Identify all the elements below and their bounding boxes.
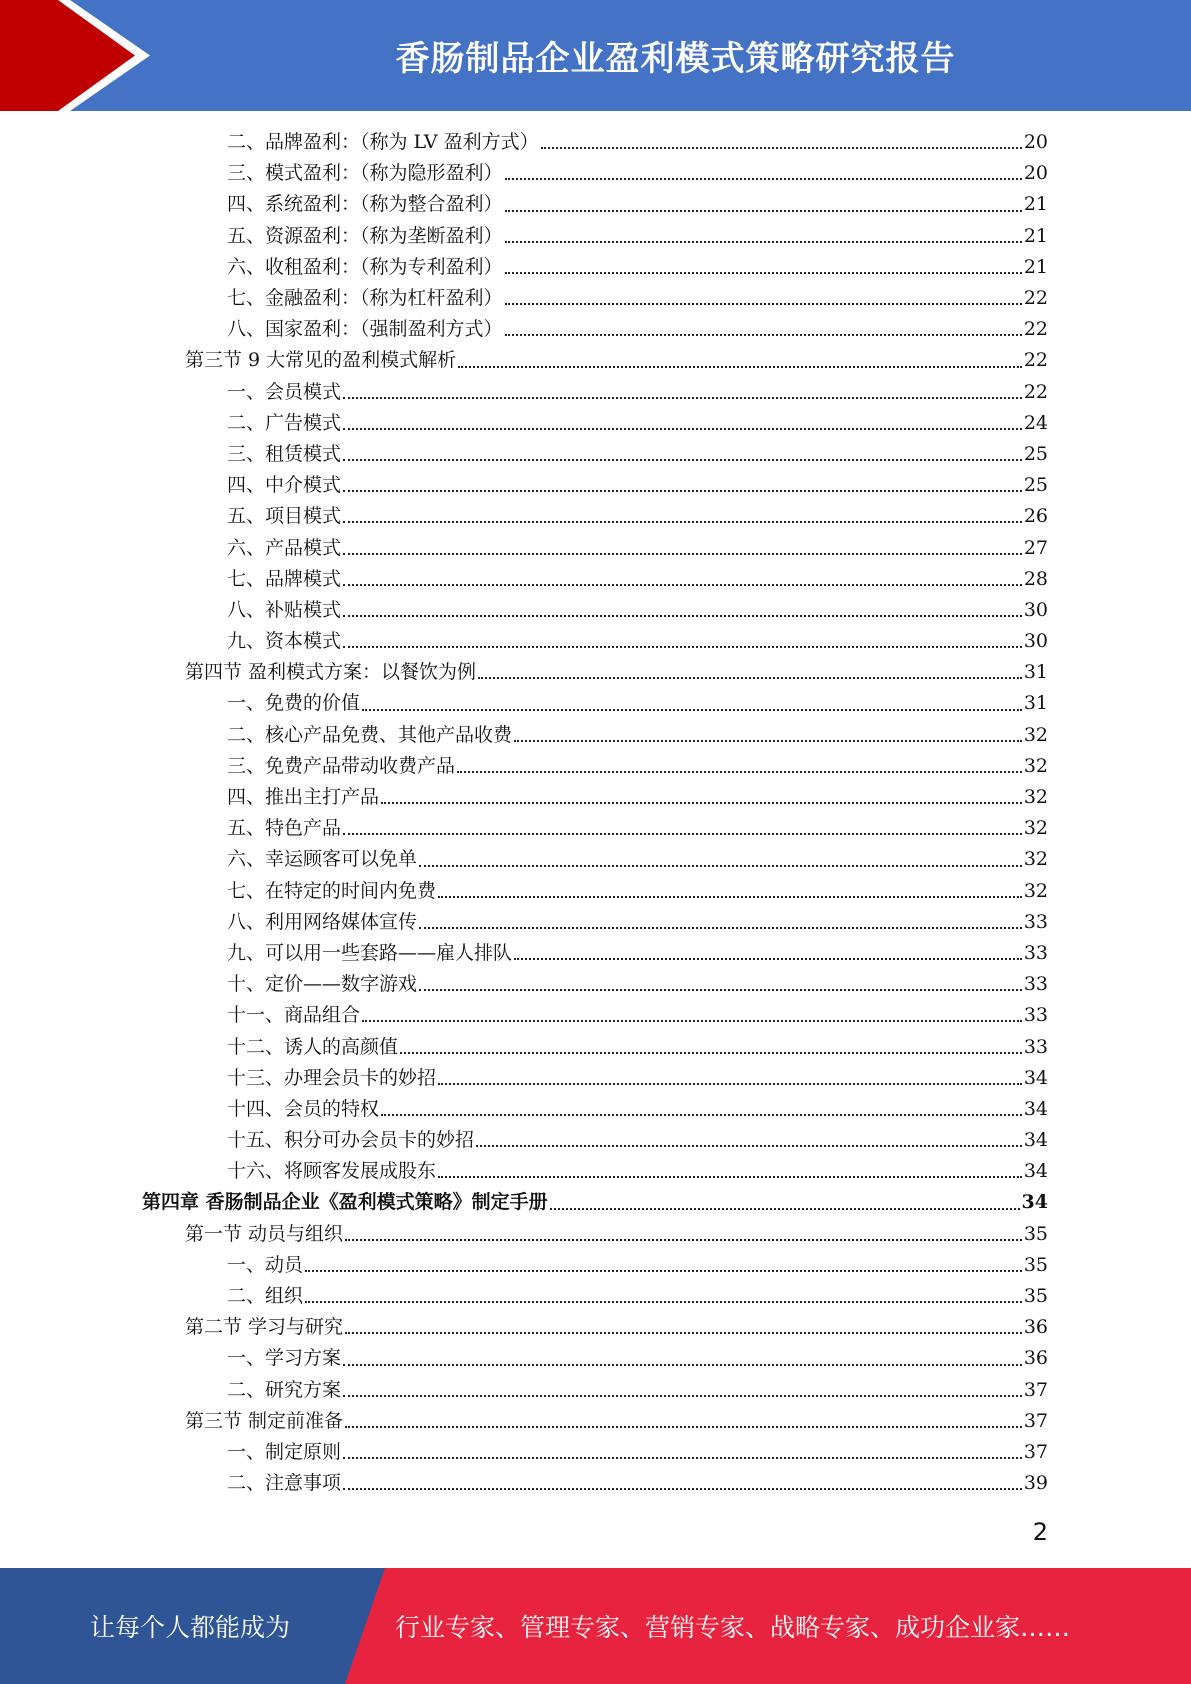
toc-dot-leader bbox=[419, 898, 1022, 929]
toc-label: 四、中介模式 bbox=[227, 474, 342, 497]
toc-label: 二、组织 bbox=[227, 1285, 304, 1308]
toc-dot-leader bbox=[305, 1241, 1022, 1272]
toc-label: 四、推出主打产品 bbox=[227, 786, 380, 809]
toc-dot-leader bbox=[381, 773, 1022, 804]
toc-page-number: 25 bbox=[1023, 442, 1048, 465]
toc-label: 十三、办理会员卡的妙招 bbox=[227, 1066, 437, 1089]
toc-dot-leader bbox=[505, 305, 1022, 336]
toc-dot-leader bbox=[343, 492, 1022, 523]
toc-label: 第四节 盈利模式方案：以餐饮为例 bbox=[185, 661, 477, 684]
toc-page-number: 21 bbox=[1023, 193, 1048, 216]
toc-page-number: 35 bbox=[1023, 1253, 1048, 1276]
toc-label: 第二节 学习与研究 bbox=[185, 1316, 344, 1339]
header-chevron-red bbox=[0, 0, 135, 111]
toc-label: 六、产品模式 bbox=[227, 536, 342, 559]
toc-label: 十五、积分可办会员卡的妙招 bbox=[227, 1129, 475, 1152]
toc-dot-leader bbox=[343, 461, 1022, 492]
toc-label: 十、定价——数字游戏 bbox=[227, 973, 418, 996]
toc-dot-leader bbox=[438, 1147, 1022, 1178]
toc-dot-leader bbox=[305, 1272, 1022, 1303]
toc-dot-leader bbox=[343, 399, 1022, 430]
toc-dot-leader bbox=[541, 118, 1022, 149]
toc-label: 二、注意事项 bbox=[227, 1472, 342, 1495]
toc-label: 十二、诱人的高颜值 bbox=[227, 1035, 399, 1058]
toc-label: 五、资源盈利：（称为垄断盈利） bbox=[227, 224, 503, 247]
toc-page-number: 34 bbox=[1023, 1097, 1048, 1120]
toc-page-number: 26 bbox=[1023, 505, 1048, 528]
toc-page-number: 33 bbox=[1023, 941, 1048, 964]
footer-slogan-left: 让每个人都能成为 bbox=[89, 1613, 290, 1642]
toc-page-number: 32 bbox=[1023, 817, 1048, 840]
toc-page-number: 22 bbox=[1023, 287, 1048, 310]
toc-item[interactable] bbox=[0, 1468, 1191, 1499]
toc-dot-leader bbox=[505, 274, 1022, 305]
toc-label: 三、租赁模式 bbox=[227, 442, 342, 465]
toc-page-number: 33 bbox=[1023, 1004, 1048, 1027]
toc-dot-leader bbox=[458, 336, 1022, 367]
toc-page-number: 32 bbox=[1023, 879, 1048, 902]
toc-label: 八、补贴模式 bbox=[227, 598, 342, 621]
toc-dot-leader bbox=[343, 1334, 1022, 1365]
toc-label: 六、幸运顾客可以免单 bbox=[227, 848, 418, 871]
toc-page-number: 20 bbox=[1023, 162, 1048, 185]
toc-label: 六、收租盈利：（称为专利盈利） bbox=[227, 255, 503, 278]
toc-page-number: 32 bbox=[1023, 754, 1048, 777]
toc-dot-leader bbox=[362, 679, 1022, 710]
toc-label: 七、金融盈利：（称为杠杆盈利） bbox=[227, 287, 503, 310]
toc-dot-leader bbox=[419, 960, 1022, 991]
toc-label: 十六、将顾客发展成股东 bbox=[227, 1160, 437, 1183]
toc-page-number: 22 bbox=[1023, 318, 1048, 341]
toc-page-number: 36 bbox=[1023, 1347, 1048, 1370]
table-of-contents bbox=[0, 127, 1191, 1499]
toc-label: 第四章 香肠制品企业《盈利模式策略》制定手册 bbox=[142, 1191, 548, 1214]
toc-label: 第一节 动员与组织 bbox=[185, 1222, 344, 1245]
toc-dot-leader bbox=[345, 1210, 1022, 1241]
toc-label: 七、在特定的时间内免费 bbox=[227, 879, 437, 902]
toc-page-number: 30 bbox=[1023, 630, 1048, 653]
toc-dot-leader bbox=[550, 1178, 1020, 1209]
toc-label: 三、模式盈利：（称为隐形盈利） bbox=[227, 162, 503, 185]
toc-page-number: 34 bbox=[1023, 1160, 1048, 1183]
page-header bbox=[0, 0, 1191, 111]
toc-dot-leader bbox=[400, 1022, 1022, 1053]
toc-page-number: 25 bbox=[1023, 474, 1048, 497]
toc-label: 七、品牌模式 bbox=[227, 567, 342, 590]
page-footer bbox=[0, 1568, 1191, 1684]
toc-page-number: 39 bbox=[1023, 1472, 1048, 1495]
toc-dot-leader bbox=[438, 867, 1022, 898]
page-number: 2 bbox=[1032, 1518, 1048, 1546]
toc-page-number: 33 bbox=[1023, 910, 1048, 933]
toc-page-number: 36 bbox=[1023, 1316, 1048, 1339]
toc-dot-leader bbox=[345, 1303, 1022, 1334]
toc-page-number: 27 bbox=[1023, 536, 1048, 559]
toc-label: 第三节 制定前准备 bbox=[185, 1409, 344, 1432]
toc-dot-leader bbox=[345, 1397, 1022, 1428]
toc-dot-leader bbox=[343, 430, 1022, 461]
toc-page-number: 32 bbox=[1023, 848, 1048, 871]
toc-dot-leader bbox=[478, 648, 1022, 679]
toc-page-number: 37 bbox=[1023, 1378, 1048, 1401]
toc-page-number: 24 bbox=[1023, 411, 1048, 434]
toc-dot-leader bbox=[343, 523, 1022, 554]
toc-page-number: 31 bbox=[1023, 692, 1048, 715]
toc-page-number: 35 bbox=[1023, 1285, 1048, 1308]
toc-page-number: 32 bbox=[1023, 786, 1048, 809]
toc-dot-leader bbox=[505, 212, 1022, 243]
toc-label: 八、利用网络媒体宣传 bbox=[227, 910, 418, 933]
toc-page-number: 20 bbox=[1023, 131, 1048, 154]
toc-label: 一、免费的价值 bbox=[227, 692, 361, 715]
toc-page-number: 37 bbox=[1023, 1409, 1048, 1432]
toc-dot-leader bbox=[381, 1085, 1022, 1116]
toc-page-number: 22 bbox=[1023, 380, 1048, 403]
toc-label: 二、广告模式 bbox=[227, 411, 342, 434]
toc-dot-leader bbox=[343, 368, 1022, 399]
toc-page-number: 32 bbox=[1023, 723, 1048, 746]
toc-label: 十一、商品组合 bbox=[227, 1004, 361, 1027]
toc-label: 第三节 9 大常见的盈利模式解析 bbox=[185, 349, 457, 372]
toc-dot-leader bbox=[514, 929, 1022, 960]
toc-label: 二、核心产品免费、其他产品收费 bbox=[227, 723, 513, 746]
toc-dot-leader bbox=[505, 243, 1022, 274]
toc-page-number: 30 bbox=[1023, 598, 1048, 621]
toc-label: 八、国家盈利：（强制盈利方式） bbox=[227, 318, 503, 341]
toc-page-number: 33 bbox=[1023, 973, 1048, 996]
toc-page-number: 21 bbox=[1023, 224, 1048, 247]
toc-dot-leader bbox=[457, 742, 1022, 773]
toc-dot-leader bbox=[505, 180, 1022, 211]
toc-page-number: 35 bbox=[1023, 1222, 1048, 1245]
toc-dot-leader bbox=[419, 835, 1022, 866]
toc-label: 一、学习方案 bbox=[227, 1347, 342, 1370]
toc-dot-leader bbox=[514, 711, 1022, 742]
toc-page-number: 31 bbox=[1023, 661, 1048, 684]
toc-label: 一、制定原则 bbox=[227, 1440, 342, 1463]
toc-dot-leader bbox=[343, 1459, 1022, 1490]
toc-label: 三、免费产品带动收费产品 bbox=[227, 754, 456, 777]
toc-label: 五、特色产品 bbox=[227, 817, 342, 840]
toc-dot-leader bbox=[362, 991, 1022, 1022]
toc-dot-leader bbox=[343, 586, 1022, 617]
toc-label: 九、可以用一些套路——雇人排队 bbox=[227, 941, 513, 964]
toc-label: 五、项目模式 bbox=[227, 505, 342, 528]
toc-dot-leader bbox=[343, 1366, 1022, 1397]
toc-page-number: 34 bbox=[1023, 1066, 1048, 1089]
footer-slogan-right: 行业专家、管理专家、营销专家、战略专家、成功企业家…… bbox=[395, 1613, 1071, 1642]
toc-dot-leader bbox=[476, 1116, 1022, 1147]
toc-page-number: 21 bbox=[1023, 255, 1048, 278]
toc-page-number: 33 bbox=[1023, 1035, 1048, 1058]
toc-dot-leader bbox=[438, 1054, 1022, 1085]
toc-page-number: 22 bbox=[1023, 349, 1048, 372]
toc-dot-leader bbox=[343, 1428, 1022, 1459]
toc-label: 二、研究方案 bbox=[227, 1378, 342, 1401]
toc-page-number: 28 bbox=[1023, 567, 1048, 590]
toc-page-number: 37 bbox=[1023, 1440, 1048, 1463]
toc-label: 十四、会员的特权 bbox=[227, 1097, 380, 1120]
toc-dot-leader bbox=[343, 555, 1022, 586]
toc-label: 九、资本模式 bbox=[227, 630, 342, 653]
header-title: 香肠制品企业盈利模式策略研究报告 bbox=[395, 39, 956, 79]
header-arrow-icon bbox=[0, 0, 160, 111]
toc-dot-leader bbox=[343, 617, 1022, 648]
toc-page-number: 34 bbox=[1023, 1129, 1048, 1152]
toc-dot-leader bbox=[505, 149, 1022, 180]
toc-label: 一、动员 bbox=[227, 1253, 304, 1276]
toc-page-number: 34 bbox=[1021, 1191, 1048, 1214]
toc-label: 二、品牌盈利：（称为 LV 盈利方式） bbox=[227, 131, 539, 154]
toc-label: 四、系统盈利：（称为整合盈利） bbox=[227, 193, 503, 216]
toc-dot-leader bbox=[343, 804, 1022, 835]
toc-label: 一、会员模式 bbox=[227, 380, 342, 403]
